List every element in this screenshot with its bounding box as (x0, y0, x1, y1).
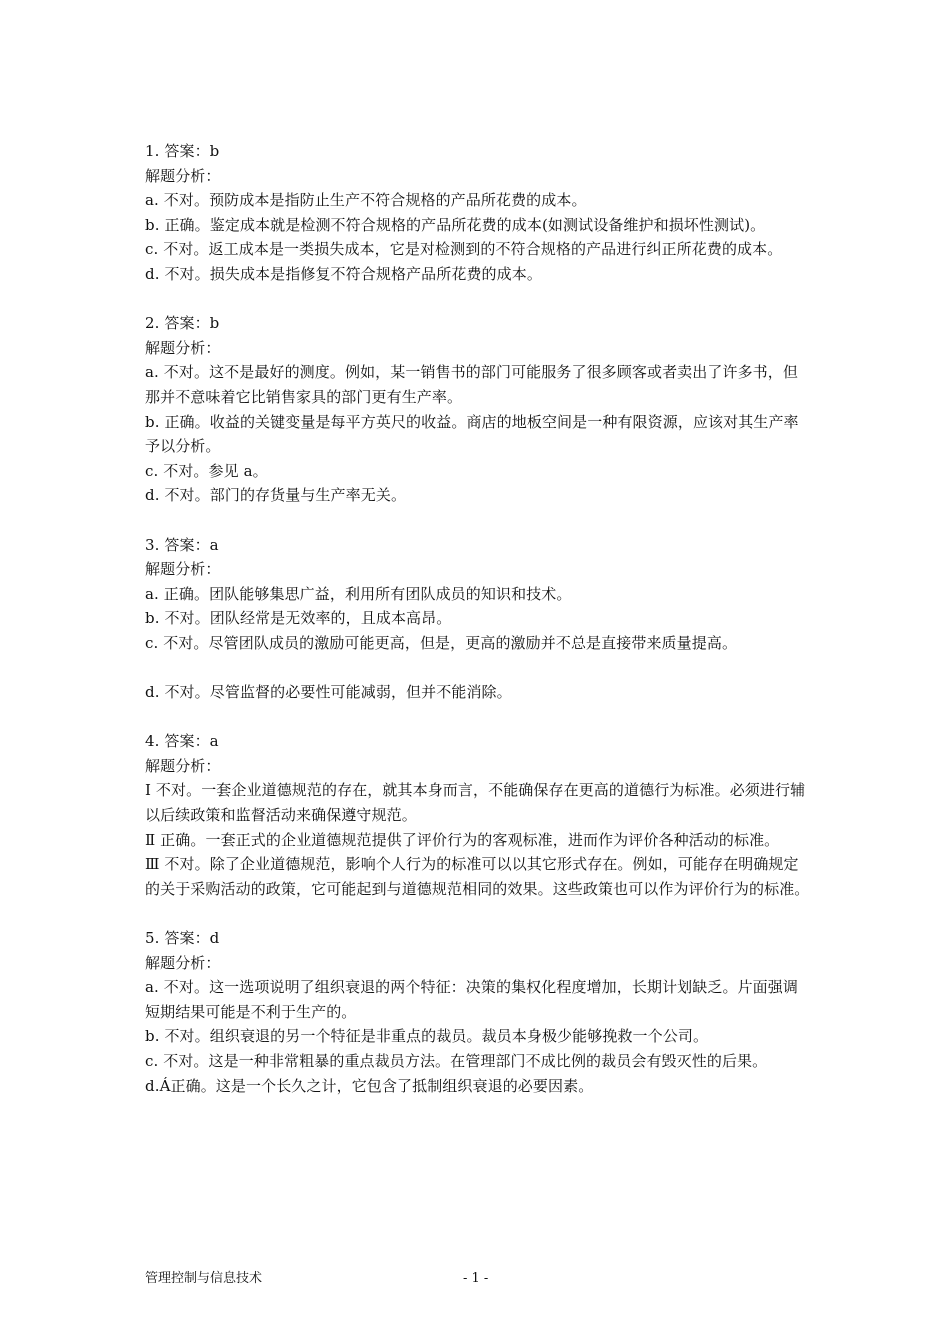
option-line: c. 不对。参见 a。 (145, 461, 268, 480)
option-line: b. 正确。鉴定成本就是检测不符合规格的产品所花费的成本(如测试设备维护和损坏性测试)。 (145, 215, 766, 234)
blank-line (145, 655, 810, 680)
answer-line: 1. 答案：b (145, 142, 220, 160)
option-line: d.Á正确。这是一个长久之计，它包含了抵制组织衰退的必要因素。 (145, 1076, 594, 1095)
option-line: a. 不对。这一选项说明了组织衰退的两个特征：决策的集权化程度增加，长期计划缺乏。片面强调短期结果可能是不利于生产的。 (145, 978, 798, 1021)
analysis-label: 解题分析： (145, 756, 221, 775)
option-line: d. 不对。尽管监督的必要性可能减弱，但并不能消除。 (145, 683, 512, 702)
option-line: a. 不对。这不是最好的测度。例如，某一销售书的部门可能服务了很多顾客或者卖出了许多书，但那并不意味着它比销售家具的部门更有生产率。 (145, 363, 798, 406)
page-number: - 1 - (463, 1271, 489, 1286)
question-block (145, 139, 810, 287)
question-block (145, 729, 810, 901)
answer-line: 5. 答案：d (145, 929, 220, 947)
analysis-label: 解题分析： (145, 166, 221, 185)
answer-line: 4. 答案：a (145, 732, 219, 751)
option-line: Ⅲ 不对。除了企业道德规范，影响个人行为的标准可以以其它形式存在。例如，可能存在明确规定的关于采购活动的政策，它可能起到与道德规范相同的效果。这些政策也可以作为评价行为的标准。 (145, 855, 810, 898)
footer-title: 管理控制与信息技术 (145, 1271, 263, 1286)
option-line: b. 不对。组织衰退的另一个特征是非重点的裁员。裁员本身极少能够挽救一个公司。 (145, 1027, 709, 1046)
analysis-label: 解题分析： (145, 338, 221, 357)
option-line: d. 不对。部门的存货量与生产率无关。 (145, 486, 407, 505)
answer-line: 2. 答案：b (145, 314, 220, 333)
option-line: c. 不对。这是一种非常粗暴的重点裁员方法。在管理部门不成比例的裁员会有毁灭性的后果。 (145, 1051, 768, 1070)
analysis-label: 解题分析： (145, 953, 221, 972)
analysis-label: 解题分析： (145, 560, 221, 579)
option-line: d. 不对。损失成本是指修复不符合规格产品所花费的成本。 (145, 264, 542, 283)
option-line: a. 正确。团队能够集思广益，利用所有团队成员的知识和技术。 (145, 584, 572, 603)
answer-line: 3. 答案：a (145, 535, 219, 554)
option-line: a. 不对。预防成本是指防止生产不符合规格的产品所花费的成本。 (145, 191, 587, 210)
option-line: c. 不对。尽管团队成员的激励可能更高，但是，更高的激励并不总是直接带来质量提高。 (145, 633, 738, 652)
option-line: Ⅰ 不对。一套企业道德规范的存在，就其本身而言，不能确保存在更高的道德行为标准。必须进行辅以后续政策和监督活动来确保遵守规范。 (145, 781, 806, 825)
option-line: c. 不对。返工成本是一类损失成本，它是对检测到的不符合规格的产品进行纠正所花费的成本。 (145, 240, 783, 259)
question-block (145, 926, 810, 1098)
option-line: b. 正确。收益的关键变量是每平方英尺的收益。商店的地板空间是一种有限资源，应该对其生产率予以分析。 (145, 412, 799, 456)
option-line: Ⅱ 正确。一套正式的企业道德规范提供了评价行为的客观标准，进而作为评价各种活动的标准。 (145, 830, 780, 849)
question-block (145, 311, 810, 508)
document-body (145, 139, 810, 1123)
option-line: b. 不对。团队经常是无效率的，且成本高昂。 (145, 609, 452, 628)
question-block (145, 533, 810, 705)
